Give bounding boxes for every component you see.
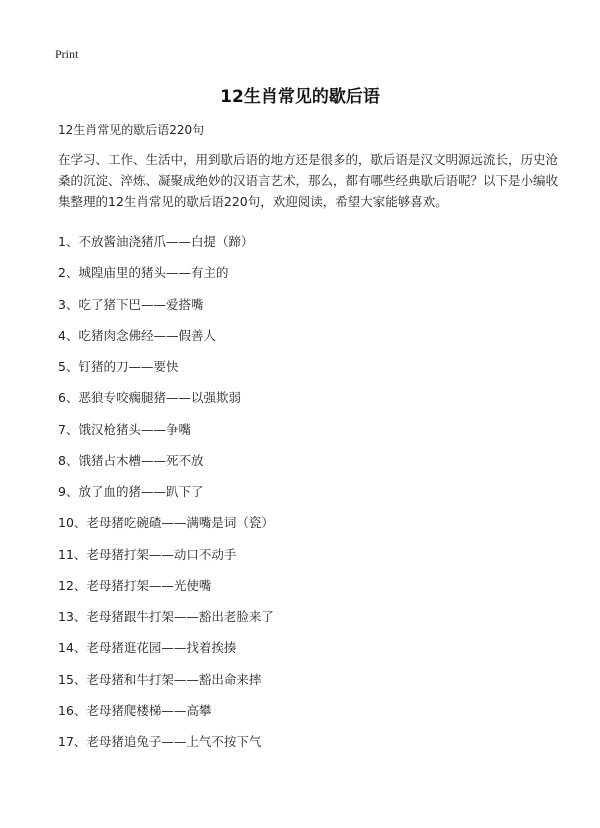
list-item: 15、老母猪和牛打架——豁出命来摔 xyxy=(58,671,262,687)
list-item: 3、吃了猪下巴——爱搭嘴 xyxy=(58,296,204,312)
list-item: 17、老母猪追兔子——上气不按下气 xyxy=(58,734,262,749)
list-item: 13、老母猪跟牛打架——豁出老脸来了 xyxy=(58,609,274,624)
print-link[interactable]: Print xyxy=(55,47,79,61)
list-item: 8、饿猪占木槽——死不放 xyxy=(58,452,204,468)
list-item: 14、老母猪逛花园——找着挨揍 xyxy=(58,640,237,656)
list-item: 9、放了血的猪——趴下了 xyxy=(58,484,204,499)
list-item: 16、老母猪爬楼梯——高攀 xyxy=(58,702,212,718)
list-item: 4、吃猪肉念佛经——假善人 xyxy=(58,327,216,343)
list-item: 6、恶狼专咬瘸腿猪——以强欺弱 xyxy=(58,390,241,406)
list-item: 5、钉猪的刀——要快 xyxy=(58,359,179,374)
list-item: 7、饿汉枪猪头——争嘴 xyxy=(58,421,191,437)
intro-paragraph: 在学习、工作、生活中，用到歇后语的地方还是很多的，歇后语是汉文明源远流长，历史沧桑的沉淀、淬炼、凝聚成绝妙的汉语言艺术，那么，都有哪些经典歇后语呢？以下是小编收集整理的12生肖常见的歇后语220句，欢迎阅读，希望大家能够喜欢。 xyxy=(58,152,559,209)
list-item: 10、老母猪吃碗碴——满嘴是词（瓷） xyxy=(58,515,274,531)
list-item: 2、城隍庙里的猪头——有主的 xyxy=(58,265,229,281)
list-item: 1、不放酱油浇猪爪——白提（蹄） xyxy=(58,234,254,249)
page-title: 12生肖常见的歇后语 xyxy=(220,87,380,107)
list-item: 12、老母猪打架——光使嘴 xyxy=(58,577,212,593)
proverb-list xyxy=(58,232,274,763)
article-subtitle: 12生肖常见的歇后语220句 xyxy=(58,123,205,137)
list-item: 11、老母猪打架——动口不动手 xyxy=(58,546,237,562)
